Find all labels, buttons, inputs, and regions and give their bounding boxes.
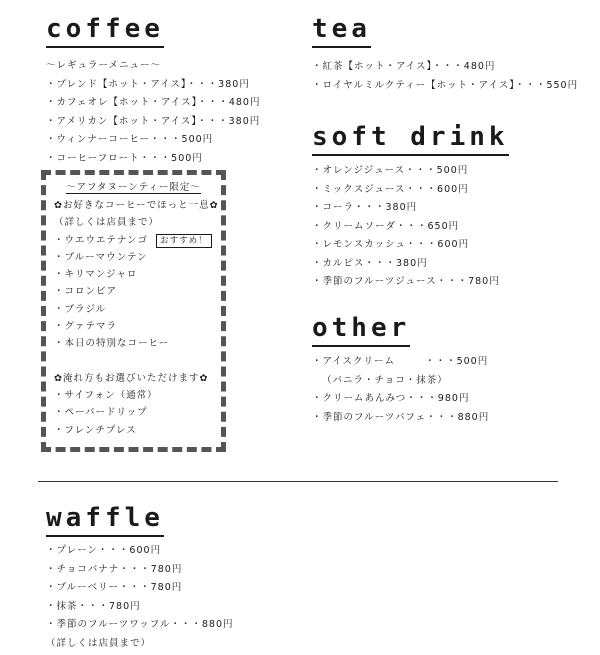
afternoon-item: ・グァテマラ (54, 321, 118, 333)
brew-item: ・ペーパードリップ (54, 407, 148, 419)
afternoon-item: ・本日の特別なコーヒー (54, 338, 170, 350)
soft-drink-item: ・季節のフルーツジュース・・・780円 (312, 276, 500, 287)
coffee-list (46, 57, 260, 168)
waffle-item: ・抹茶・・・780円 (46, 600, 141, 612)
ice-cream-price: ・・・500円 (425, 356, 489, 367)
other-list (312, 353, 489, 427)
afternoon-recommended-item (54, 232, 221, 249)
soft-drink-item: ・カルピス・・・380円 (312, 257, 428, 269)
afternoon-title: 〜アフタヌーンティー限定〜 (66, 182, 201, 193)
coffee-item: ・カフェオレ【ホット・アイス】・・・480円 (46, 97, 261, 108)
brew-lead: ✿淹れ方もお選びいただけます✿ (54, 372, 209, 384)
coffee-section (46, 14, 260, 168)
soft-drink-section (312, 122, 509, 292)
afternoon-note: （詳しくは店員まで） (54, 217, 160, 229)
waffle-item: ・チョコバナナ・・・780円 (46, 563, 183, 575)
tea-item: ・紅茶【ホット・アイス】・・・480円 (312, 61, 496, 72)
brew-list (54, 370, 221, 439)
afternoon-lead: ✿お好きなコーヒーでほっと一息✿ (54, 200, 219, 211)
tea-item: ・ロイヤルミルクティー【ホット・アイス】・・・550円 (312, 79, 579, 91)
waffle-item: ・プレーン・・・600円 (46, 545, 162, 556)
waffle-section (46, 503, 234, 653)
soft-drink-item: ・コーラ・・・380円 (312, 202, 418, 213)
afternoon-item: ・ブラジル (54, 303, 107, 315)
tea-heading: tea (312, 14, 371, 48)
soft-drink-item: ・ミックスジュース・・・600円 (312, 183, 469, 195)
coffee-heading: coffee (46, 14, 164, 48)
coffee-item: ・コーヒーフロート・・・500円 (46, 152, 203, 164)
section-divider (38, 481, 558, 482)
brew-item: ・サイフォン（通常） (54, 389, 158, 401)
waffle-heading: waffle (46, 503, 164, 537)
afternoon-tea-box (41, 170, 226, 452)
other-item: ・クリームあんみつ・・・980円 (312, 393, 470, 404)
afternoon-item: ・ブルーマウンテン (54, 251, 148, 263)
other-item: ・季節のフルーツパフェ・・・880円 (312, 411, 490, 423)
tea-section (312, 14, 578, 95)
afternoon-list (54, 197, 221, 353)
recommended-item-label: ・ウエウエテナンゴ (54, 234, 149, 246)
other-section (312, 313, 489, 427)
waffle-note: （詳しくは店員まで） (46, 637, 152, 649)
waffle-item: ・ブルーベリー・・・780円 (46, 582, 183, 593)
afternoon-item: ・コロンビア (54, 286, 118, 298)
soft-drink-heading: soft drink (312, 122, 509, 156)
recommended-badge: おすすめ！ (156, 234, 212, 248)
coffee-item: ・ウィンナーコーヒー・・・500円 (46, 134, 214, 145)
ice-cream-label: ・アイスクリーム (312, 356, 396, 367)
afternoon-item: ・キリマンジャロ (54, 269, 138, 281)
waffle-list (46, 542, 234, 653)
other-heading: other (312, 313, 410, 347)
other-item (312, 353, 489, 372)
coffee-subtitle: 〜レギュラーメニュー〜 (46, 60, 162, 71)
coffee-item: ・ブレンド【ホット・アイス】・・・380円 (46, 78, 250, 90)
coffee-item: ・アメリカン【ホット・アイス】・・・380円 (46, 115, 261, 127)
other-item-note: （バニラ・チョコ・抹茶） (322, 374, 448, 386)
waffle-item: ・季節のフルーツワッフル・・・880円 (46, 619, 234, 630)
soft-drink-list (312, 162, 509, 292)
soft-drink-item: ・レモンスカッシュ・・・600円 (312, 239, 470, 250)
brew-item: ・フレンチプレス (54, 424, 137, 436)
soft-drink-item: ・オレンジジュース・・・500円 (312, 165, 469, 176)
tea-list (312, 58, 578, 95)
soft-drink-item: ・クリームソーダ・・・650円 (312, 220, 460, 232)
